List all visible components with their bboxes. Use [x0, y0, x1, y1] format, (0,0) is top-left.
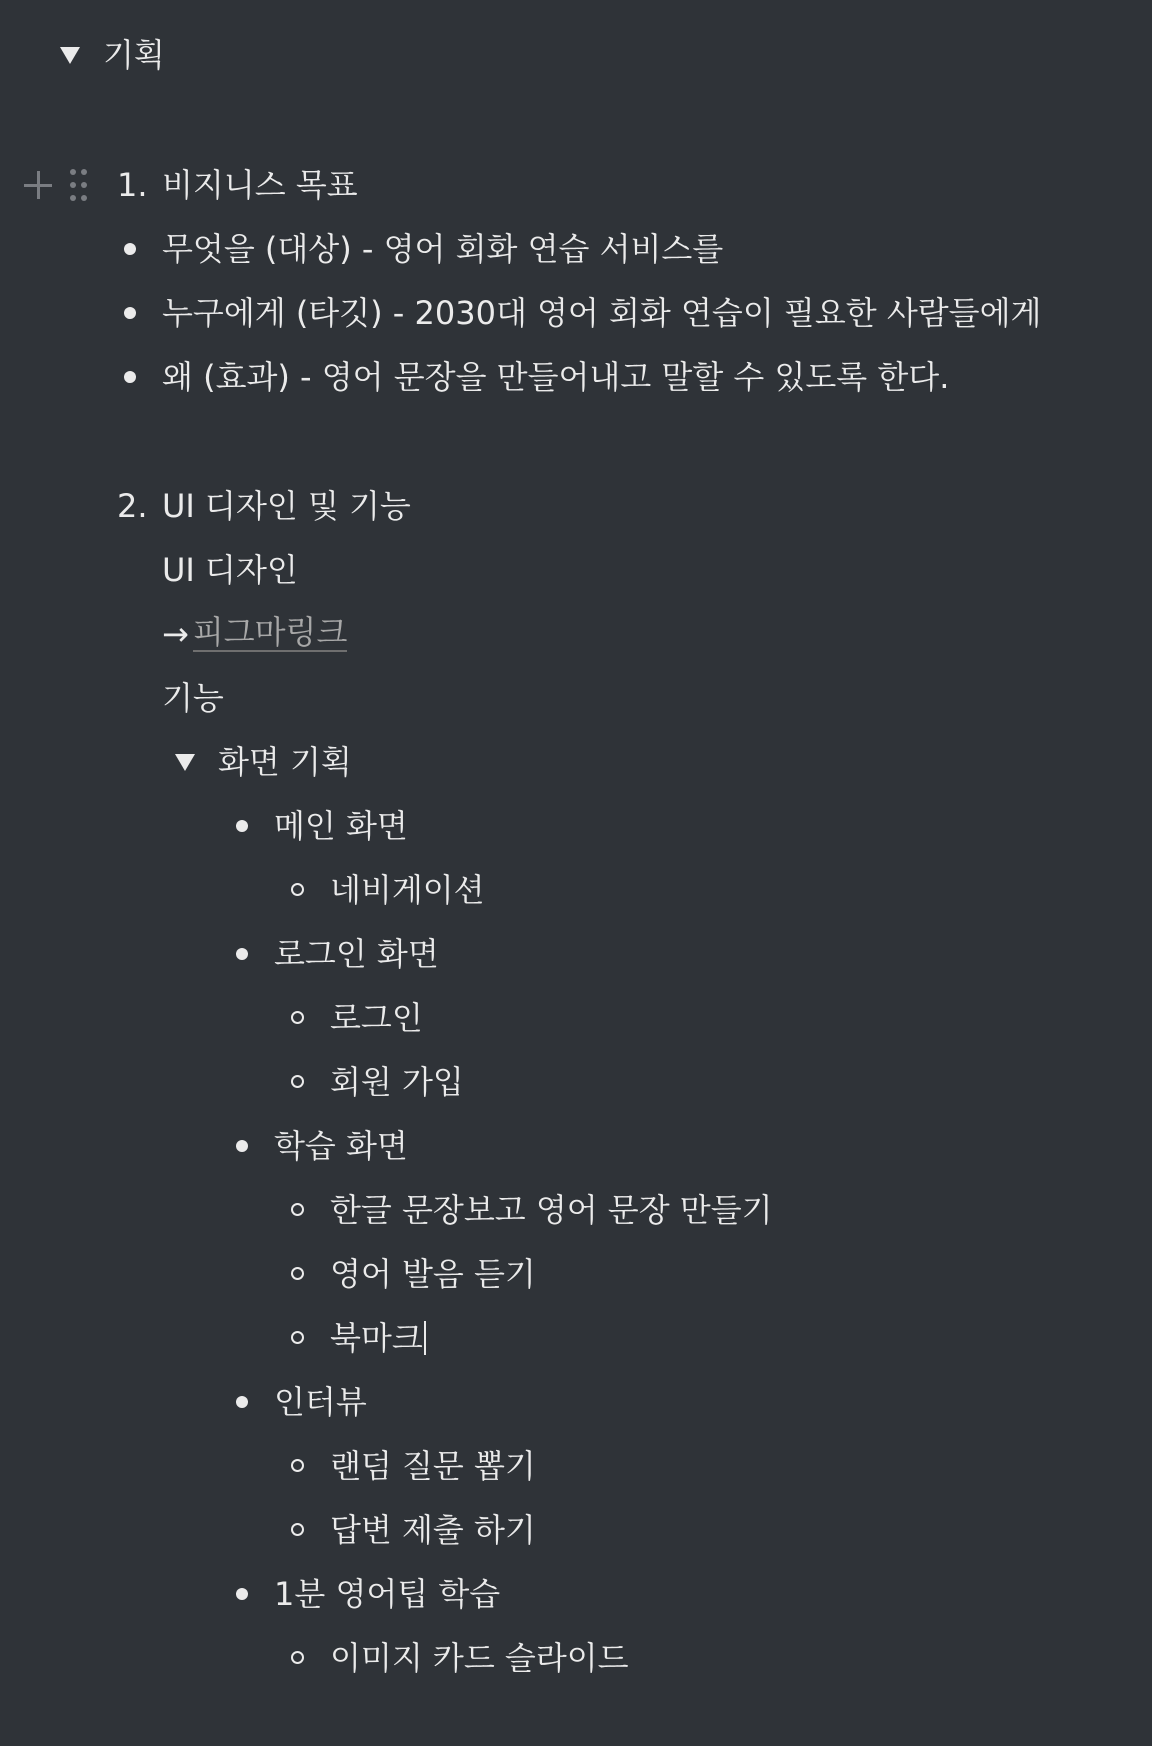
section1-heading[interactable]	[117, 163, 358, 207]
screen-item: 한글 문장보고 영어 문장 만들기	[330, 1191, 773, 1229]
text-cursor	[424, 1321, 426, 1355]
hollow-circle-icon	[291, 1651, 304, 1664]
list-item[interactable]	[330, 1060, 464, 1104]
bullet-text: 무엇을 (대상) - 영어 회화 연습 서비스를	[162, 230, 724, 268]
feature-text: 기능	[162, 679, 224, 717]
screen-item: 북마크	[330, 1319, 423, 1357]
screen-label: 인터뷰	[274, 1383, 367, 1421]
list-item[interactable]	[330, 1252, 536, 1296]
list-item[interactable]	[330, 1636, 629, 1680]
list-item[interactable]	[274, 932, 439, 976]
hollow-circle-icon	[291, 1523, 304, 1536]
hollow-circle-icon	[291, 1075, 304, 1088]
screen-item: 답변 제출 하기	[330, 1511, 536, 1549]
screen-item: 회원 가입	[330, 1063, 464, 1101]
screen-item: 랜덤 질문 뽑기	[330, 1447, 536, 1485]
filled-dot-icon	[124, 243, 136, 255]
section1-title: 비지니스 목표	[162, 166, 358, 204]
screen-label: 메인 화면	[274, 807, 408, 845]
filled-dot-icon	[236, 820, 248, 832]
list-item[interactable]	[162, 291, 1041, 335]
list-item[interactable]	[162, 227, 723, 271]
hollow-circle-icon	[291, 1459, 304, 1472]
filled-dot-icon	[236, 948, 248, 960]
toggle-screen-plan-title: 화면 기획	[218, 743, 352, 781]
list-item[interactable]	[274, 804, 408, 848]
screen-label: 학습 화면	[274, 1127, 408, 1165]
filled-dot-icon	[124, 371, 136, 383]
list-item[interactable]	[274, 1572, 500, 1616]
triangle-down-icon[interactable]	[175, 754, 195, 771]
screen-item: 로그인	[330, 999, 423, 1037]
screen-item: 이미지 카드 슬라이드	[330, 1639, 629, 1677]
drag-handle-icon[interactable]	[70, 169, 88, 201]
toggle-title: 기획	[103, 36, 165, 74]
list-item[interactable]	[274, 1380, 367, 1424]
figma-link[interactable]: 피그마링크	[192, 613, 348, 651]
hollow-circle-icon	[291, 1331, 304, 1344]
section2-title: UI 디자인 및 기능	[162, 487, 411, 525]
section2-number: 2.	[117, 487, 148, 525]
plus-icon[interactable]	[24, 171, 52, 199]
screen-label: 1분 영어팁 학습	[274, 1575, 501, 1613]
ui-design-label[interactable]	[162, 548, 298, 592]
figma-link-row[interactable]	[162, 612, 347, 656]
hollow-circle-icon	[291, 1011, 304, 1024]
screen-item: 네비게이션	[330, 871, 485, 909]
filled-dot-icon	[236, 1396, 248, 1408]
list-item[interactable]	[330, 1508, 536, 1552]
toggle-planning[interactable]	[60, 33, 165, 77]
screen-label: 로그인 화면	[274, 935, 439, 973]
bullet-text: 누구에게 (타깃) - 2030대 영어 회화 연습이 필요한 사람들에게	[162, 294, 1042, 332]
toggle-screen-plan[interactable]	[175, 740, 352, 784]
list-item[interactable]	[330, 868, 485, 912]
bullet-text: 왜 (효과) - 영어 문장을 만들어내고 말할 수 있도록 한다.	[162, 358, 950, 396]
list-item[interactable]	[330, 1444, 536, 1488]
list-item[interactable]	[162, 355, 949, 399]
arrow-right-icon: →	[162, 615, 189, 653]
hollow-circle-icon	[291, 883, 304, 896]
ui-design-text: UI 디자인	[162, 551, 298, 589]
filled-dot-icon	[124, 307, 136, 319]
filled-dot-icon	[236, 1588, 248, 1600]
hollow-circle-icon	[291, 1267, 304, 1280]
list-item[interactable]	[330, 996, 423, 1040]
section2-heading[interactable]	[117, 484, 411, 528]
list-item[interactable]	[330, 1188, 773, 1232]
list-item[interactable]	[330, 1316, 426, 1360]
section1-number: 1.	[117, 166, 148, 204]
screen-item: 영어 발음 듣기	[330, 1255, 536, 1293]
triangle-down-icon[interactable]	[60, 47, 80, 64]
filled-dot-icon	[236, 1140, 248, 1152]
hollow-circle-icon	[291, 1203, 304, 1216]
feature-label[interactable]	[162, 676, 224, 720]
list-item[interactable]	[274, 1124, 408, 1168]
